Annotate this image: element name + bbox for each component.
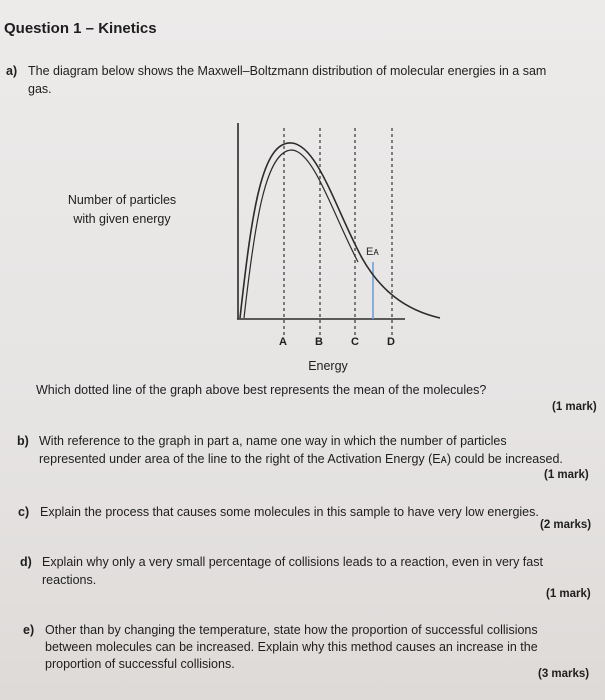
y-axis-label-line1: Number of particles bbox=[67, 193, 177, 207]
part-a-letter: a) bbox=[6, 64, 18, 78]
part-a-marks: (1 mark) bbox=[552, 401, 597, 413]
part-c-text-line1: Explain the process that causes some molecules in this sample to have very low energies. bbox=[40, 505, 539, 519]
activation-energy-label: Eᴀ bbox=[366, 246, 379, 258]
part-a-text-line2: gas. bbox=[28, 82, 52, 96]
part-c-letter: c) bbox=[18, 505, 30, 519]
marker-label-c: C bbox=[351, 336, 359, 348]
question-heading: Question 1 – Kinetics bbox=[4, 20, 157, 37]
part-d-letter: d) bbox=[20, 555, 32, 569]
part-b-marks: (1 mark) bbox=[544, 469, 589, 481]
part-a-text-line1: The diagram below shows the Maxwell–Boltzmann distribution of molecular energies in a sam bbox=[28, 64, 547, 78]
marker-label-d: D bbox=[387, 336, 395, 348]
part-d-text-line1: Explain why only a very small percentage of collisions leads to a reaction, even in very fast bbox=[42, 555, 543, 569]
part-e-text-line2: between molecules can be increased. Explain why this method causes an increase in the bbox=[45, 640, 538, 654]
y-axis-label-line2: with given energy bbox=[73, 212, 171, 226]
part-d-text-line2: reactions. bbox=[42, 573, 97, 587]
part-e-marks: (3 marks) bbox=[538, 668, 590, 680]
marker-label-b: B bbox=[315, 336, 323, 348]
part-d-marks: (1 mark) bbox=[546, 588, 591, 600]
part-b-text-line1: With reference to the graph in part a, name one way in which the number of particles bbox=[39, 434, 507, 448]
marker-label-a: A bbox=[279, 336, 287, 348]
distribution-curve bbox=[240, 143, 440, 318]
part-e-letter: e) bbox=[23, 623, 35, 637]
distribution-curve-inner bbox=[244, 150, 358, 318]
part-b-text-line2: represented under area of the line to the right of the Activation Energy (Eᴀ) could be increased. bbox=[39, 452, 563, 466]
part-b-letter: b) bbox=[17, 434, 29, 448]
part-a-prompt: Which dotted line of the graph above best represents the mean of the molecules? bbox=[36, 383, 487, 397]
part-e-text-line3: proportion of successful collisions. bbox=[45, 657, 235, 671]
part-c-marks: (2 marks) bbox=[540, 519, 592, 531]
part-e-text-line1: Other than by changing the temperature, state how the proportion of successful collisions bbox=[45, 623, 538, 637]
x-axis-label: Energy bbox=[308, 359, 348, 373]
